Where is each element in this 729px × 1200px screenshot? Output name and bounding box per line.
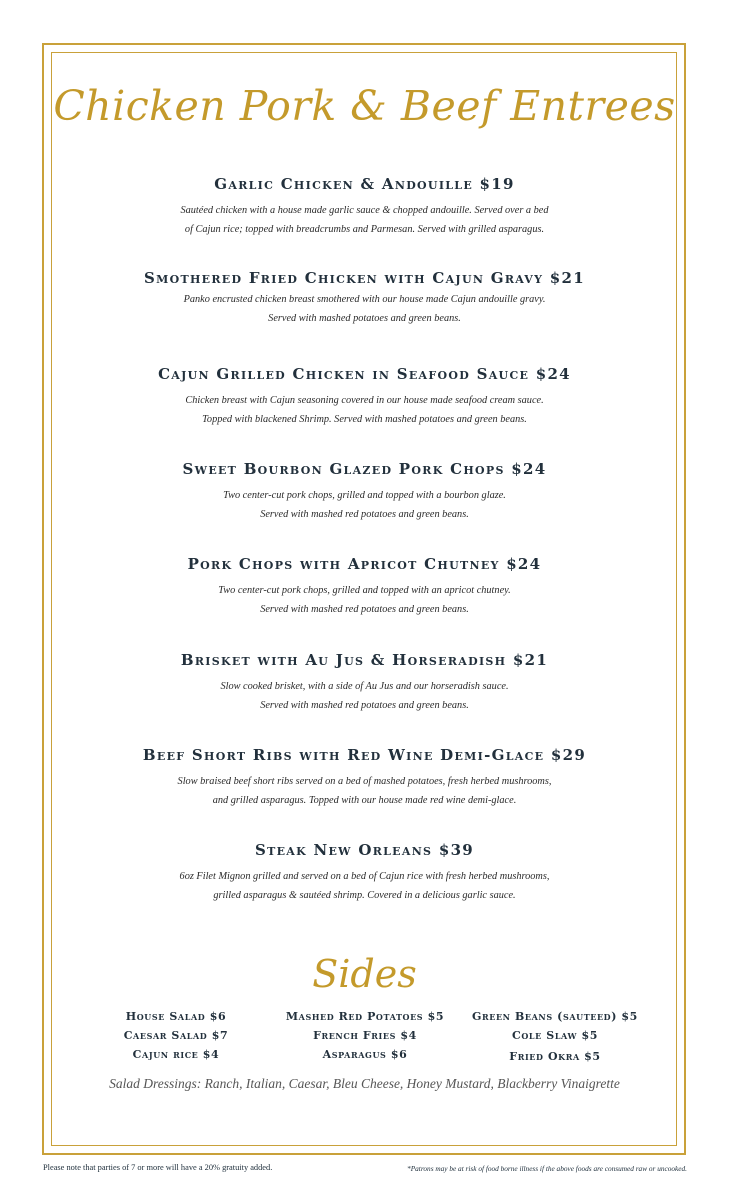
side-item: Cole Slaw $5 [512,1029,598,1042]
sides-title: Sides [312,952,417,996]
entree-name: Brisket with Au Jus & Horseradish $21 [180,651,549,669]
entree-description-line: Slow cooked brisket, with a side of Au Jus and our horseradish sauce. [220,681,509,692]
entree-item [0,175,729,239]
entree-description-line: of Cajun rice; topped with breadcrumbs and Parmesan. Served with grilled asparagus. [184,224,545,235]
entree-description [150,290,580,328]
entree-description-line: Served with mashed potatoes and green beans. [268,313,461,324]
side-item: Asparagus $6 [322,1048,408,1061]
entree-description-line: grilled asparagus & sautéed shrimp. Covered in a delicious garlic sauce. [213,890,516,901]
salad-dressings: Salad Dressings: Ranch, Italian, Caesar, Bleu Cheese, Honey Mustard, Blackberry Vinaigrette [109,1076,620,1091]
entree-description-line: Chicken breast with Cajun seasoning covered in our house made seafood cream sauce. [185,395,544,406]
entree-name: Garlic Chicken & Andouille $19 [214,175,515,193]
entree-name: Beef Short Ribs with Red Wine Demi-Glace $29 [142,746,587,764]
entree-item [0,555,729,619]
food-safety-note: *Patrons may be at risk of food borne illness if the above foods are consumed raw or uncooked. [407,1164,687,1173]
entree-item [0,365,729,429]
entree-item [0,651,729,715]
entree-name: Cajun Grilled Chicken in Seafood Sauce $24 [158,365,571,383]
sides-column-right [470,1007,640,1066]
entree-description-line: Two center-cut pork chops, grilled and topped with an apricot chutney. [218,585,511,596]
page-title: Chicken Pork & Beef Entrees [53,82,676,130]
entree-description-line: Sautéed chicken with a house made garlic sauce & chopped andouille. Served over a bed [180,205,549,216]
entree-description [150,201,580,239]
entree-description-line: Two center-cut pork chops, grilled and topped with a bourbon glaze. [223,490,506,501]
entree-item [0,746,729,810]
entree-name: Pork Chops with Apricot Chutney $24 [187,555,542,573]
side-item: Fried Okra $5 [509,1050,601,1063]
side-item: Caesar Salad $7 [123,1029,229,1042]
entree-item [0,269,729,328]
entree-description-line: Served with mashed red potatoes and green beans. [260,509,469,520]
entree-description-line: Topped with blackened Shrimp. Served with mashed potatoes and green beans. [202,414,527,425]
entree-description-line: Panko encrusted chicken breast smothered with our house made Cajun andouille gravy. [183,294,546,305]
entree-description-line: 6oz Filet Mignon grilled and served on a bed of Cajun rice with fresh herbed mushrooms, [179,871,550,882]
entree-item [0,841,729,905]
entree-description [150,581,580,619]
entree-name: Smothered Fried Chicken with Cajun Gravy $21 [143,269,586,287]
entree-description-line: Slow braised beef short ribs served on a bed of mashed potatoes, fresh herbed mushrooms, [177,776,552,787]
entree-description [150,391,580,429]
sides-column-left [96,1007,256,1064]
side-item: French Fries $4 [313,1029,417,1042]
entree-description-line: and grilled asparagus. Topped with our house made red wine demi-glace. [212,795,517,806]
gratuity-note: Please note that parties of 7 or more will have a 20% gratuity added. [43,1163,273,1172]
entree-name: Sweet Bourbon Glazed Pork Chops $24 [182,460,547,478]
entree-description [150,867,580,905]
side-item: House Salad $6 [125,1010,227,1023]
side-item: Cajun rice $4 [132,1048,220,1061]
side-item: Green Beans (sauteed) $5 [472,1010,638,1023]
sides-column-middle [275,1007,455,1064]
entree-description [150,486,580,524]
entree-description-line: Served with mashed red potatoes and green beans. [260,604,469,615]
entree-name: Steak New Orleans $39 [254,841,475,859]
entree-description-line: Served with mashed red potatoes and green beans. [260,700,469,711]
side-item: Mashed Red Potatoes $5 [285,1010,445,1023]
entree-item [0,460,729,524]
entree-description [150,677,580,715]
entree-description [150,772,580,810]
